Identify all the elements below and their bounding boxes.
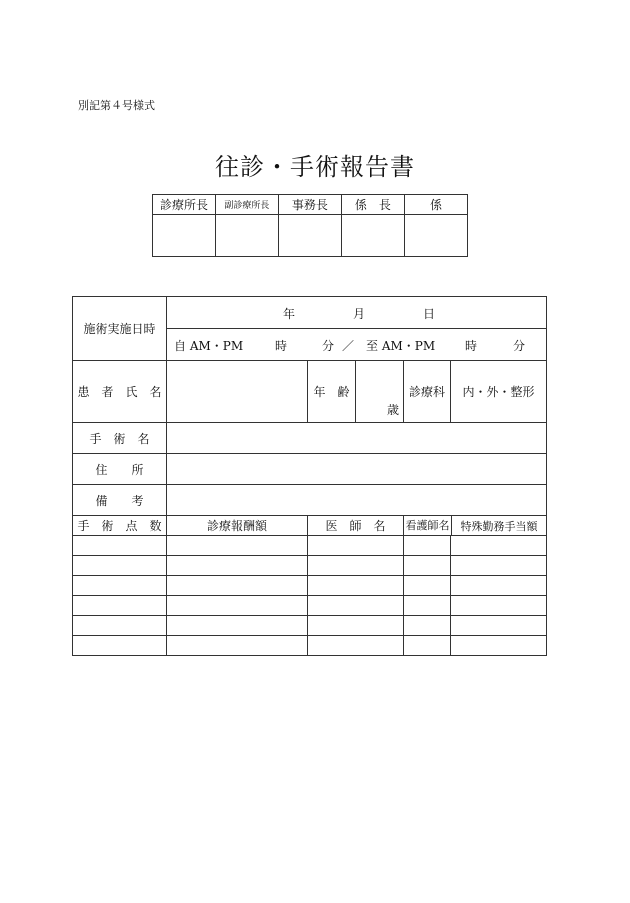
approval-stamp-box[interactable]: [215, 215, 278, 257]
hour-label: 時: [275, 339, 288, 353]
minute-label: 分: [322, 339, 335, 353]
table-cell[interactable]: [404, 616, 451, 636]
address-field[interactable]: [167, 454, 547, 485]
table-cell[interactable]: [451, 596, 547, 616]
approval-stamp-box[interactable]: [405, 215, 468, 257]
approval-stamp-box[interactable]: [341, 215, 404, 257]
table-cell[interactable]: [73, 536, 167, 556]
table-cell[interactable]: [73, 556, 167, 576]
table-cell[interactable]: [308, 596, 404, 616]
report-table: [72, 296, 547, 656]
table-cell[interactable]: [167, 596, 308, 616]
table-cell[interactable]: [404, 636, 451, 656]
approval-stamp-box[interactable]: [153, 215, 216, 257]
table-cell[interactable]: [73, 636, 167, 656]
table-cell[interactable]: [451, 636, 547, 656]
approval-header-section-chief: 係 長: [341, 195, 404, 215]
table-cell[interactable]: [404, 576, 451, 596]
table-cell[interactable]: [73, 616, 167, 636]
hour-label: 時: [465, 339, 478, 353]
table-cell[interactable]: [73, 596, 167, 616]
table-cell[interactable]: [308, 636, 404, 656]
column-header-medical-fee: 診療報酬額: [167, 516, 308, 536]
department-label: 診療科: [404, 361, 451, 423]
datetime-label: 施術実施日時: [73, 297, 167, 361]
table-cell[interactable]: [404, 596, 451, 616]
table-cell[interactable]: [167, 536, 308, 556]
column-header-doctor-name: 医 師 名: [308, 516, 404, 536]
column-header-special-allowance: 特殊勤務手当額: [460, 519, 538, 533]
table-cell[interactable]: [308, 536, 404, 556]
approval-table: [152, 194, 468, 257]
day-label: 日: [423, 307, 436, 321]
approval-header-staff: 係: [405, 195, 468, 215]
approval-header-office-manager: 事務長: [278, 195, 341, 215]
minute-label: 分: [513, 339, 526, 353]
month-label: 月: [353, 307, 366, 321]
time-from-label: 自 AM・PM: [174, 339, 244, 353]
table-cell[interactable]: [404, 536, 451, 556]
table-cell[interactable]: [451, 576, 547, 596]
column-header-nurse-name: 看護師名: [404, 516, 452, 535]
time-to-label: 至 AM・PM: [366, 339, 436, 353]
patient-name-label: 患 者 氏 名: [73, 361, 167, 423]
department-options[interactable]: 内・外・整形: [451, 361, 547, 423]
table-cell[interactable]: [308, 556, 404, 576]
table-cell[interactable]: [308, 616, 404, 636]
age-label: 年 齢: [308, 361, 356, 423]
address-label: 住 所: [73, 454, 167, 485]
table-cell[interactable]: [451, 556, 547, 576]
time-separator: ／: [342, 339, 355, 353]
table-cell[interactable]: [167, 576, 308, 596]
age-unit: 歳: [386, 403, 399, 417]
table-cell[interactable]: [308, 576, 404, 596]
table-cell[interactable]: [404, 556, 451, 576]
table-cell[interactable]: [167, 616, 308, 636]
page-title: 往診・手術報告書: [215, 153, 415, 181]
table-cell[interactable]: [451, 616, 547, 636]
age-field[interactable]: [356, 361, 404, 423]
remarks-field[interactable]: [167, 485, 547, 516]
table-cell[interactable]: [167, 636, 308, 656]
approval-header-deputy-director: 副診療所長: [215, 195, 278, 215]
year-label: 年: [283, 307, 296, 321]
approval-header-clinic-director: 診療所長: [153, 195, 216, 215]
table-cell[interactable]: [73, 576, 167, 596]
table-cell[interactable]: [451, 536, 547, 556]
form-number: 別記第４号様式: [78, 99, 155, 112]
column-header-nurse-and-allowance: [404, 516, 547, 536]
patient-name-field[interactable]: [167, 361, 308, 423]
surgery-name-field[interactable]: [167, 423, 547, 454]
surgery-name-label: 手 術 名: [73, 423, 167, 454]
column-header-surgery-points: 手 術 点 数: [73, 516, 167, 536]
approval-stamp-box[interactable]: [278, 215, 341, 257]
table-cell[interactable]: [167, 556, 308, 576]
time-cell[interactable]: [167, 329, 547, 361]
date-cell[interactable]: [167, 297, 547, 329]
remarks-label: 備 考: [73, 485, 167, 516]
